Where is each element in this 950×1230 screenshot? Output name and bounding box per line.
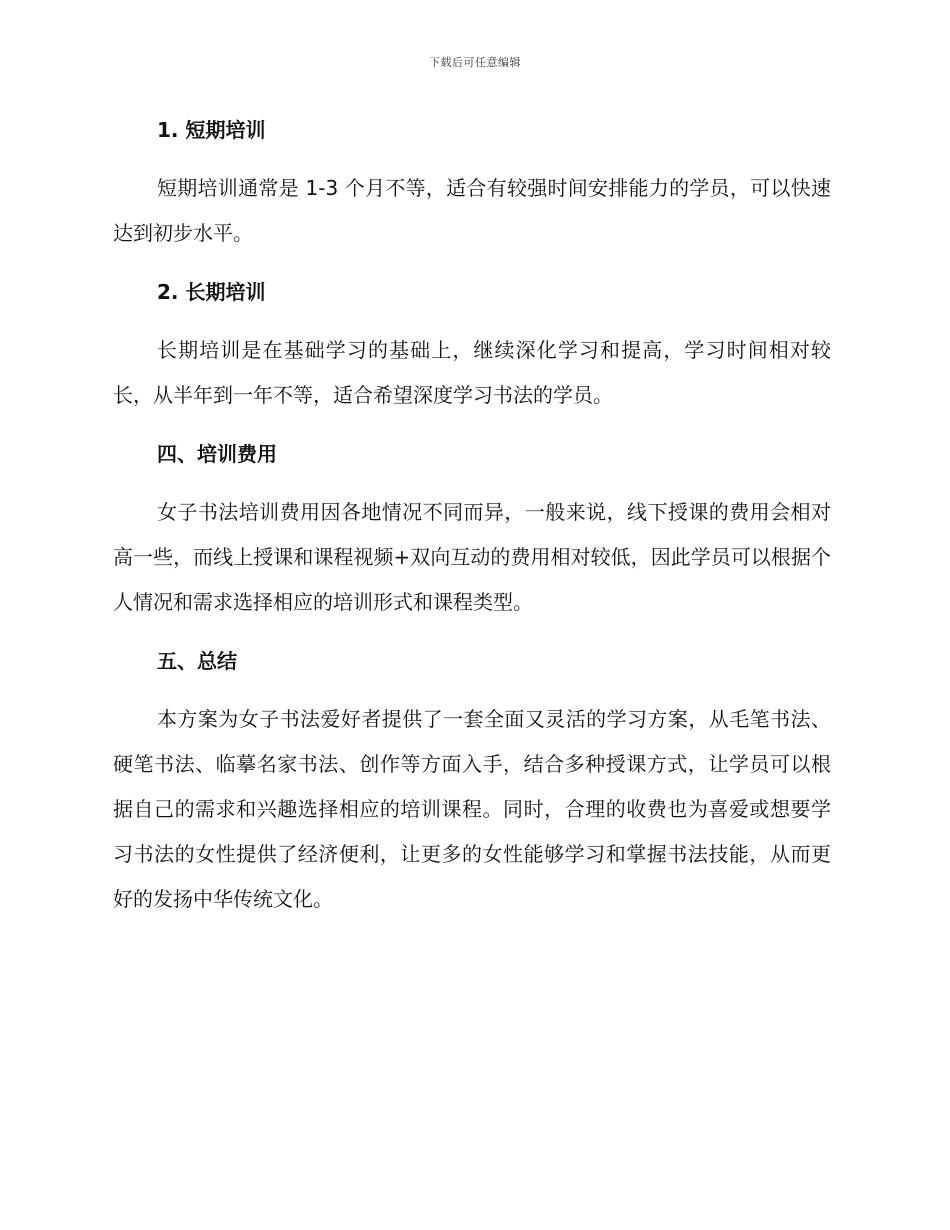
- section-heading-short-term: 1. 短期培训: [157, 118, 266, 142]
- header-note: 下载后可任意编辑: [429, 56, 521, 69]
- document-body: [113, 108, 831, 922]
- section-heading-summary: 五、总结: [157, 649, 237, 673]
- section-paragraph-summary: 本方案为女子书法爱好者提供了一套全面又灵活的学习方案，从毛笔书法、硬笔书法、临摹名家书法、创作等方面入手，结合多种授课方式，让学员可以根据自己的需求和兴趣选择相应的培训课程。同时，合理的收费也为喜爱或想要学习书法的女性提供了经济便利，让更多的女性能够学习和掌握书法技能，从而更好的发扬中华传统文化。: [113, 707, 831, 911]
- section-heading-fees: 四、培训费用: [157, 442, 277, 466]
- section-paragraph-short-term: 短期培训通常是 1-3 个月不等，适合有较强时间安排能力的学员，可以快速达到初步水平。: [113, 176, 831, 245]
- section-paragraph-long-term: 长期培训是在基础学习的基础上，继续深化学习和提高，学习时间相对较长，从半年到一年不等，适合希望深度学习书法的学员。: [113, 338, 831, 407]
- section-paragraph-fees: 女子书法培训费用因各地情况不同而异，一般来说，线下授课的费用会相对高一些，而线上授课和课程视频+双向互动的费用相对较低，因此学员可以根据个人情况和需求选择相应的培训形式和课程类型。: [113, 500, 831, 614]
- section-heading-long-term: 2. 长期培训: [157, 280, 266, 304]
